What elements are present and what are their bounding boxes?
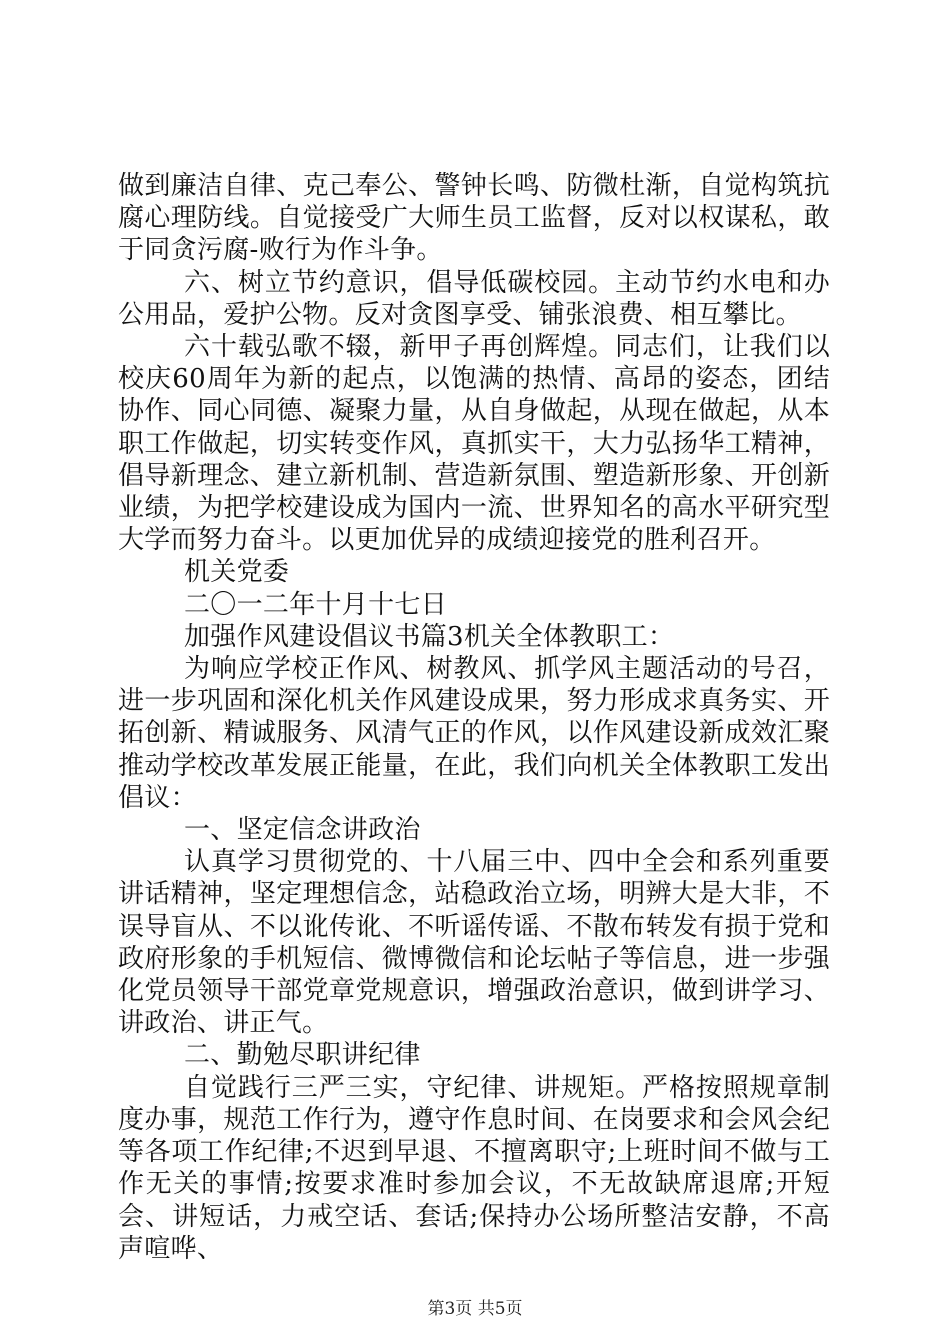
- signature-organization: 机关党委: [184, 557, 290, 588]
- section-heading-proposal-3: 加强作风建设倡议书篇3机关全体教职工：: [184, 621, 675, 652]
- signature-date: 二〇一二年十月十七日: [184, 589, 448, 620]
- heading-item-one: 一、坚定信念讲政治: [184, 815, 421, 846]
- document-body: [118, 170, 830, 1265]
- page-number-footer: 第3页 共5页: [427, 1299, 523, 1319]
- paragraph-item-six-saving: 六、树立节约意识，倡导低碳校园。主动节约水电和办公用品，爱护公物。反对贪图享受、铺张浪费、相互攀比。: [118, 267, 830, 330]
- paragraph-closing-appeal: 六十载弘歌不辍，新甲子再创辉煌。同志们，让我们以校庆60周年为新的起点，以饱满的热情、高昂的姿态，团结协作、同心同德、凝聚力量，从自身做起，从现在做起，从本职工作做起，切实转变作风，真抓实干，大力弘扬华工精神，倡导新理念、建立新机制、营造新氛围、塑造新形象、开创新业绩，为把学校建设成为国内一流、世界知名的高水平研究型大学而努力奋斗。以更加优异的成绩迎接党的胜利召开。: [118, 332, 830, 556]
- paragraph-anti-corruption: 做到廉洁自律、克己奉公、警钟长鸣、防微杜渐，自觉构筑抗腐心理防线。自觉接受广大师生员工监督，反对以权谋私，敢于同贪污腐-败行为作斗争。: [118, 171, 830, 266]
- paragraph-item-two: 自觉践行三严三实，守纪律、讲规矩。严格按照规章制度办事，规范工作行为，遵守作息时间、在岗要求和会风会纪等各项工作纪律;不迟到早退、不擅离职守;上班时间不做与工作无关的事情;按要求准时参加会议，不无故缺席退席;开短会、讲短话，力戒空话、套话;保持办公场所整洁安静，不高声喧哗、: [118, 1072, 830, 1264]
- paragraph-item-one: 认真学习贯彻党的、十八届三中、四中全会和系列重要讲话精神，坚定理想信念，站稳政治立场，明辨大是大非，不误导盲从、不以讹传讹、不听谣传谣、不散布转发有损于党和政府形象的手机短信、微博微信和论坛帖子等信息，进一步强化党员领导干部党章党规意识，增强政治意识，做到讲学习、讲政治、讲正气。: [118, 847, 830, 1039]
- heading-item-two: 二、勤勉尽职讲纪律: [184, 1040, 421, 1071]
- paragraph-intro: 为响应学校正作风、树教风、抓学风主题活动的号召，进一步巩固和深化机关作风建设成果，努力形成求真务实、开拓创新、精诚服务、风清气正的作风，以作风建设新成效汇聚推动学校改革发展正能量，在此，我们向机关全体教职工发出倡议：: [118, 654, 830, 813]
